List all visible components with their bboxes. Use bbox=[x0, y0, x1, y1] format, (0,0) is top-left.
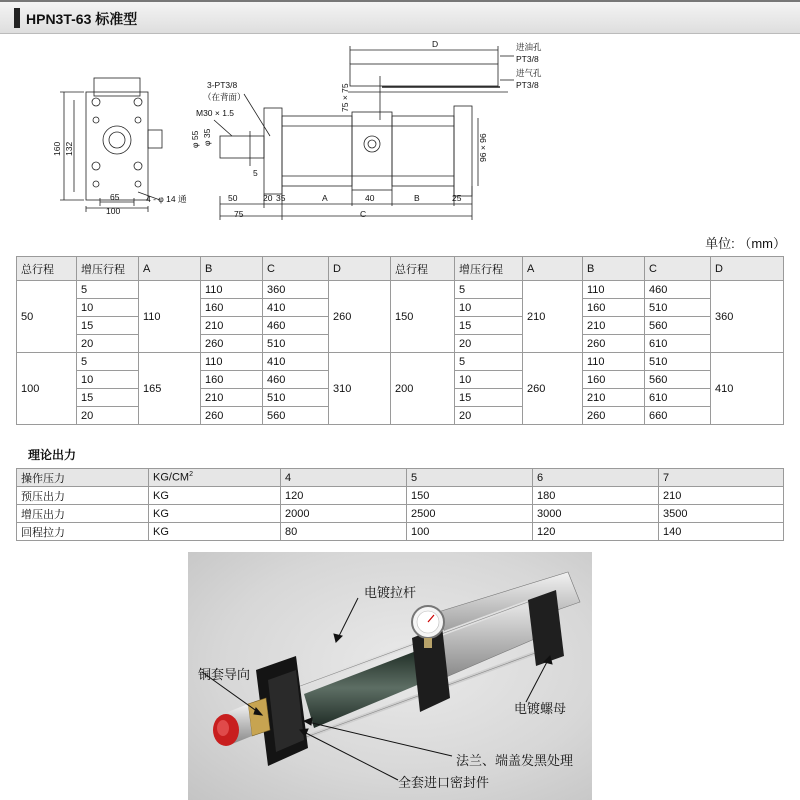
table-row bbox=[17, 469, 784, 487]
c-cell: 510 bbox=[263, 335, 329, 353]
boost-stroke-cell: 5 bbox=[77, 353, 139, 371]
table-row bbox=[17, 353, 784, 371]
c-cell: 510 bbox=[645, 299, 711, 317]
header-cell: 总行程 bbox=[17, 257, 77, 281]
header-cell: B bbox=[201, 257, 263, 281]
d-cell: 310 bbox=[329, 353, 391, 425]
dim-25: 25 bbox=[452, 193, 462, 203]
dim-160: 160 bbox=[52, 141, 62, 156]
dim-square-96: 96 × 96 bbox=[478, 133, 488, 162]
force-unit-cell: KG bbox=[149, 523, 281, 541]
force-value-cell: 2000 bbox=[281, 505, 407, 523]
dim-20: 20 bbox=[263, 193, 273, 203]
dim-c: C bbox=[360, 209, 367, 219]
air-inlet-label: 进气孔 bbox=[516, 68, 542, 78]
callout-flange: 法兰、端盖发黑处理 bbox=[456, 754, 574, 769]
force-label-cell: 回程拉力 bbox=[17, 523, 149, 541]
boost-stroke-cell: 20 bbox=[455, 335, 523, 353]
title-bar bbox=[0, 0, 800, 34]
boost-stroke-cell: 5 bbox=[455, 353, 523, 371]
force-table bbox=[16, 468, 784, 541]
force-unit-cell: KG bbox=[149, 487, 281, 505]
dim-dia-35: φ 35 bbox=[202, 128, 212, 146]
boost-stroke-cell: 20 bbox=[77, 407, 139, 425]
force-value-cell: 100 bbox=[407, 523, 533, 541]
d-cell: 360 bbox=[711, 281, 784, 353]
port-count-label: 3-PT3/8 bbox=[207, 80, 238, 90]
force-value-cell: 7 bbox=[659, 469, 784, 487]
dim-a: A bbox=[322, 193, 328, 203]
header-cell: A bbox=[139, 257, 201, 281]
force-value-cell: 3500 bbox=[659, 505, 784, 523]
back-note: （在背面） bbox=[203, 92, 246, 102]
b-cell: 260 bbox=[201, 335, 263, 353]
total-stroke-cell: 150 bbox=[391, 281, 455, 353]
b-cell: 110 bbox=[201, 353, 263, 371]
b-cell: 260 bbox=[583, 335, 645, 353]
boost-stroke-cell: 20 bbox=[77, 335, 139, 353]
c-cell: 460 bbox=[263, 317, 329, 335]
force-value-cell: 2500 bbox=[407, 505, 533, 523]
dim-50: 50 bbox=[228, 193, 238, 203]
d-cell: 260 bbox=[329, 281, 391, 353]
oil-inlet-label: 进油孔 bbox=[516, 42, 542, 52]
header-cell: D bbox=[711, 257, 784, 281]
b-cell: 160 bbox=[201, 371, 263, 389]
b-cell: 160 bbox=[583, 371, 645, 389]
callout-guide: 铜套导向 bbox=[198, 668, 251, 683]
a-cell: 110 bbox=[139, 281, 201, 353]
a-cell: 210 bbox=[523, 281, 583, 353]
c-cell: 560 bbox=[263, 407, 329, 425]
dim-d: D bbox=[432, 39, 439, 49]
c-cell: 410 bbox=[263, 353, 329, 371]
unit-label: 单位: （mm） bbox=[705, 236, 786, 251]
c-cell: 660 bbox=[645, 407, 711, 425]
boost-stroke-cell: 15 bbox=[77, 317, 139, 335]
c-cell: 510 bbox=[645, 353, 711, 371]
air-inlet-port: PT3/8 bbox=[516, 80, 539, 90]
title-marker bbox=[14, 8, 20, 28]
b-cell: 210 bbox=[201, 389, 263, 407]
boost-stroke-cell: 15 bbox=[455, 389, 523, 407]
dim-100: 100 bbox=[106, 206, 121, 216]
dim-b: B bbox=[414, 193, 420, 203]
dim-132: 132 bbox=[64, 141, 74, 156]
b-cell: 110 bbox=[583, 281, 645, 299]
b-cell: 160 bbox=[583, 299, 645, 317]
spec-header-row bbox=[17, 257, 784, 281]
dim-square-75: 75 × 75 bbox=[340, 83, 350, 112]
b-cell: 260 bbox=[583, 407, 645, 425]
c-cell: 610 bbox=[645, 389, 711, 407]
c-cell: 560 bbox=[645, 371, 711, 389]
b-cell: 210 bbox=[583, 317, 645, 335]
total-stroke-cell: 100 bbox=[17, 353, 77, 425]
dim-75: 75 bbox=[234, 209, 244, 219]
boost-stroke-cell: 10 bbox=[77, 299, 139, 317]
force-value-cell: 180 bbox=[533, 487, 659, 505]
boost-stroke-cell: 10 bbox=[455, 371, 523, 389]
force-value-cell: 80 bbox=[281, 523, 407, 541]
d-cell: 410 bbox=[711, 353, 784, 425]
dim-5: 5 bbox=[253, 168, 258, 178]
b-cell: 210 bbox=[583, 389, 645, 407]
total-stroke-cell: 200 bbox=[391, 353, 455, 425]
header-cell: B bbox=[583, 257, 645, 281]
force-value-cell: 150 bbox=[407, 487, 533, 505]
header-cell: A bbox=[523, 257, 583, 281]
product-photo bbox=[188, 552, 592, 800]
b-cell: 110 bbox=[201, 281, 263, 299]
b-cell: 110 bbox=[583, 353, 645, 371]
page-title: HPN3T-63 标准型 bbox=[26, 11, 138, 27]
header-cell: 总行程 bbox=[391, 257, 455, 281]
force-value-cell: 3000 bbox=[533, 505, 659, 523]
boost-stroke-cell: 5 bbox=[77, 281, 139, 299]
force-unit-cell: KG bbox=[149, 505, 281, 523]
header-cell: D bbox=[329, 257, 391, 281]
b-cell: 210 bbox=[201, 317, 263, 335]
force-value-cell: 120 bbox=[281, 487, 407, 505]
force-unit-superscript: 2 bbox=[189, 471, 193, 479]
force-unit-text: KG/CM bbox=[153, 471, 190, 484]
table-row bbox=[17, 505, 784, 523]
table-row bbox=[17, 487, 784, 505]
boost-stroke-cell: 10 bbox=[455, 299, 523, 317]
c-cell: 610 bbox=[645, 335, 711, 353]
technical-drawing bbox=[0, 36, 800, 232]
force-label-cell: 预压出力 bbox=[17, 487, 149, 505]
c-cell: 510 bbox=[263, 389, 329, 407]
callout-seal: 全套进口密封件 bbox=[398, 776, 490, 791]
force-value-cell: 6 bbox=[533, 469, 659, 487]
header-cell: C bbox=[263, 257, 329, 281]
a-cell: 165 bbox=[139, 353, 201, 425]
spec-table bbox=[16, 256, 784, 425]
callout-nut: 电镀螺母 bbox=[514, 702, 567, 717]
c-cell: 410 bbox=[263, 299, 329, 317]
c-cell: 460 bbox=[645, 281, 711, 299]
dim-65: 65 bbox=[110, 192, 120, 202]
c-cell: 560 bbox=[645, 317, 711, 335]
force-section-title: 理论出力 bbox=[28, 448, 77, 462]
force-label-cell: 操作压力 bbox=[17, 469, 149, 487]
header-cell: 增压行程 bbox=[77, 257, 139, 281]
thread-label: M30 × 1.5 bbox=[196, 108, 235, 118]
boost-stroke-cell: 15 bbox=[455, 317, 523, 335]
c-cell: 360 bbox=[263, 281, 329, 299]
b-cell: 160 bbox=[201, 299, 263, 317]
dim-dia-55: φ 55 bbox=[190, 130, 200, 148]
force-value-cell: 4 bbox=[281, 469, 407, 487]
a-cell: 260 bbox=[523, 353, 583, 425]
force-unit-cell bbox=[149, 469, 281, 487]
header-cell: C bbox=[645, 257, 711, 281]
c-cell: 460 bbox=[263, 371, 329, 389]
table-row bbox=[17, 281, 784, 299]
b-cell: 260 bbox=[201, 407, 263, 425]
boost-stroke-cell: 15 bbox=[77, 389, 139, 407]
table-row bbox=[17, 523, 784, 541]
header-cell: 增压行程 bbox=[455, 257, 523, 281]
force-value-cell: 5 bbox=[407, 469, 533, 487]
force-value-cell: 120 bbox=[533, 523, 659, 541]
dim-35: 35 bbox=[276, 193, 286, 203]
callout-tie-rod: 电镀拉杆 bbox=[364, 586, 417, 601]
boost-stroke-cell: 5 bbox=[455, 281, 523, 299]
boost-stroke-cell: 10 bbox=[77, 371, 139, 389]
force-label-cell: 增压出力 bbox=[17, 505, 149, 523]
force-value-cell: 210 bbox=[659, 487, 784, 505]
oil-inlet-port: PT3/8 bbox=[516, 54, 539, 64]
boost-stroke-cell: 20 bbox=[455, 407, 523, 425]
total-stroke-cell: 50 bbox=[17, 281, 77, 353]
dim-40: 40 bbox=[365, 193, 375, 203]
holes-label: 4 - φ 14 通 bbox=[146, 194, 187, 204]
force-value-cell: 140 bbox=[659, 523, 784, 541]
